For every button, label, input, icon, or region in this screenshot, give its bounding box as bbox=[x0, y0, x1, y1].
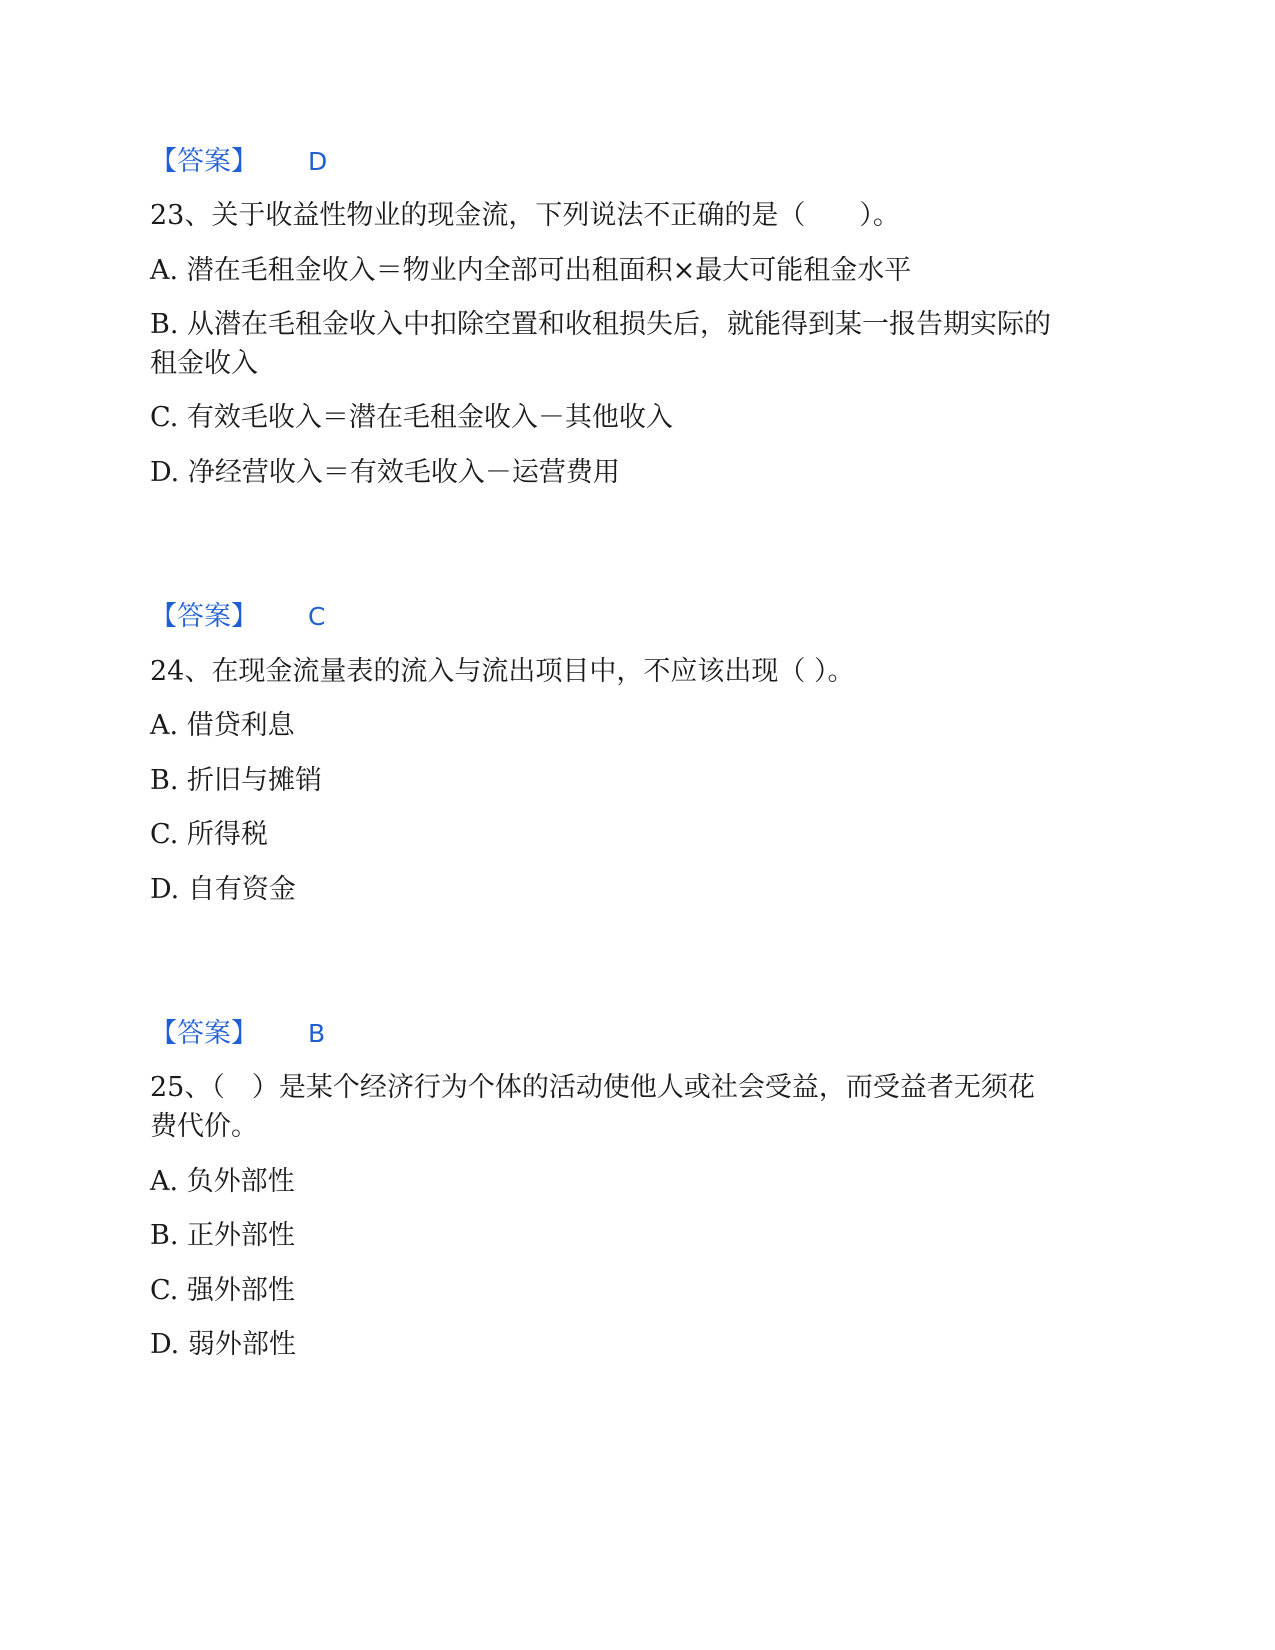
option-a: A. 潜在毛租金收入＝物业内全部可出租面积×最大可能租金水平 bbox=[150, 255, 912, 286]
question-text: 25、（ ）是某个经济行为个体的活动使他人或社会受益，而受益者无须花 bbox=[150, 1072, 1035, 1103]
option-d: D. 净经营收入＝有效毛收入－运营费用 bbox=[150, 457, 620, 488]
option-b-continued: 租金收入 bbox=[150, 348, 258, 379]
answer-value: B bbox=[308, 1019, 326, 1048]
question-text-continued: 费代价。 bbox=[150, 1111, 258, 1142]
question-text: 23、关于收益性物业的现金流，下列说法不正确的是（ ）。 bbox=[150, 200, 900, 231]
option-d: D. 弱外部性 bbox=[150, 1329, 296, 1360]
answer-label: 【答案】 bbox=[150, 601, 258, 632]
answer-row bbox=[150, 1014, 325, 1054]
answer-value: C bbox=[308, 602, 326, 631]
option-b: B. 折旧与摊销 bbox=[150, 765, 323, 796]
option-c: C. 有效毛收入＝潜在毛租金收入－其他收入 bbox=[150, 402, 673, 433]
option-b: B. 正外部性 bbox=[150, 1220, 296, 1251]
answer-value: D bbox=[308, 147, 328, 176]
option-c: C. 所得税 bbox=[150, 819, 268, 850]
option-a: A. 借贷利息 bbox=[150, 710, 295, 741]
question-text: 24、在现金流量表的流入与流出项目中，不应该出现（ ）。 bbox=[150, 656, 855, 687]
answer-row bbox=[150, 142, 327, 182]
answer-label: 【答案】 bbox=[150, 1018, 258, 1049]
option-a: A. 负外部性 bbox=[150, 1166, 295, 1197]
option-b: B. 从潜在毛租金收入中扣除空置和收租损失后，就能得到某一报告期实际的 bbox=[150, 309, 1052, 340]
answer-label: 【答案】 bbox=[150, 146, 258, 177]
option-c: C. 强外部性 bbox=[150, 1275, 295, 1306]
option-d: D. 自有资金 bbox=[150, 874, 296, 905]
answer-row bbox=[150, 597, 325, 637]
